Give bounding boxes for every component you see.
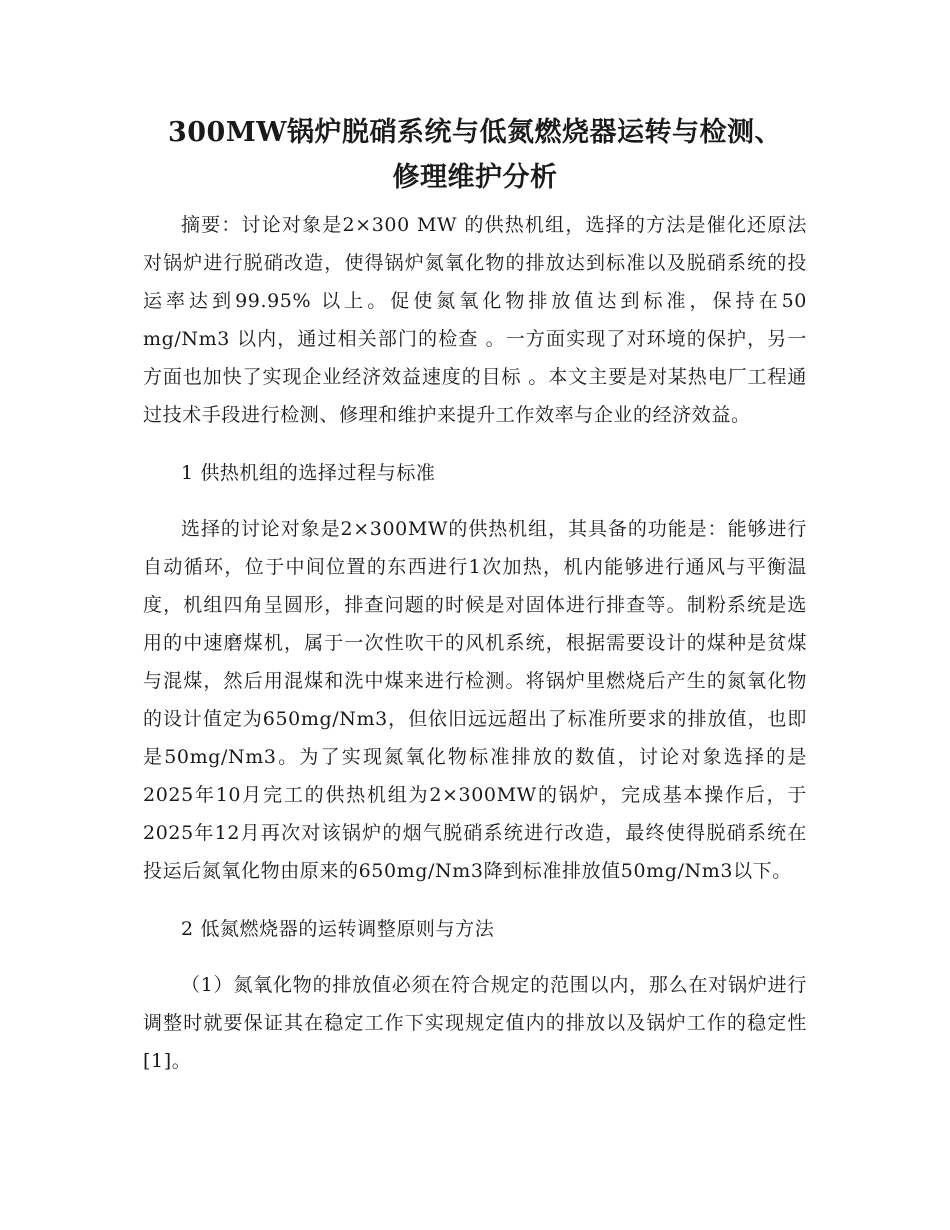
section-2-heading: 2 低氮燃烧器的运转调整原则与方法 bbox=[181, 918, 495, 940]
abstract-paragraph: 摘要：讨论对象是2×300 MW 的供热机组，选择的方法是催化还原法对锅炉进行脱硝改造，使得锅炉氮氧化物的排放达到标准以及脱硝系统的投运率达到99.95% 以上。促使氮氧化物排放值达到标准，保持在50 mg/Nm3 以内，通过相关部门的检查 。一方面实现了对环境的保护，另一方面也加快了实现企业经济效益速度的目标 。本文主要是对某热电厂工程通过技术手段进行检测、修理和维护来提升工作效率与企业的经济效益。 bbox=[143, 214, 807, 426]
document-title bbox=[143, 110, 807, 200]
document-page bbox=[143, 110, 807, 1080]
section-1-heading: 1 供热机组的选择过程与标准 bbox=[181, 462, 436, 484]
section-1-body: 选择的讨论对象是2×300MW的供热机组，其具备的功能是：能够进行自动循环，位于中间位置的东西进行1次加热，机内能够进行通风与平衡温度，机组四角呈圆形，排查问题的时候是对固体进行排查等。制粉系统是选用的中速磨煤机，属于一次性吹干的风机系统，根据需要设计的煤种是贫煤与混煤，然后用混煤和洗中煤来进行检测。将锅炉里燃烧后产生的氮氧化物的设计值定为650mg/Nm3，但依旧远远超出了标准所要求的排放值，也即是50mg/Nm3。为了实现氮氧化物标准排放的数值，讨论对象选择的是2025年10月完工的供热机组为2×300MW的锅炉，完成基本操作后，于2025年12月再次对该锅炉的烟气脱硝系统进行改造，最终使得脱硝系统在投运后氮氧化物由原来的650mg/Nm3降到标准排放值50mg/Nm3以下。 bbox=[143, 518, 807, 882]
title-line-2: 修理维护分析 bbox=[392, 162, 558, 193]
title-line-1: 300MW锅炉脱硝系统与低氮燃烧器运转与检测、 bbox=[167, 117, 783, 148]
section-2-item-1: （1）氮氧化物的排放值必须在符合规定的范围以内，那么在对锅炉进行调整时就要保证其在稳定工作下实现规定值内的排放以及锅炉工作的稳定性[1]。 bbox=[143, 974, 807, 1072]
